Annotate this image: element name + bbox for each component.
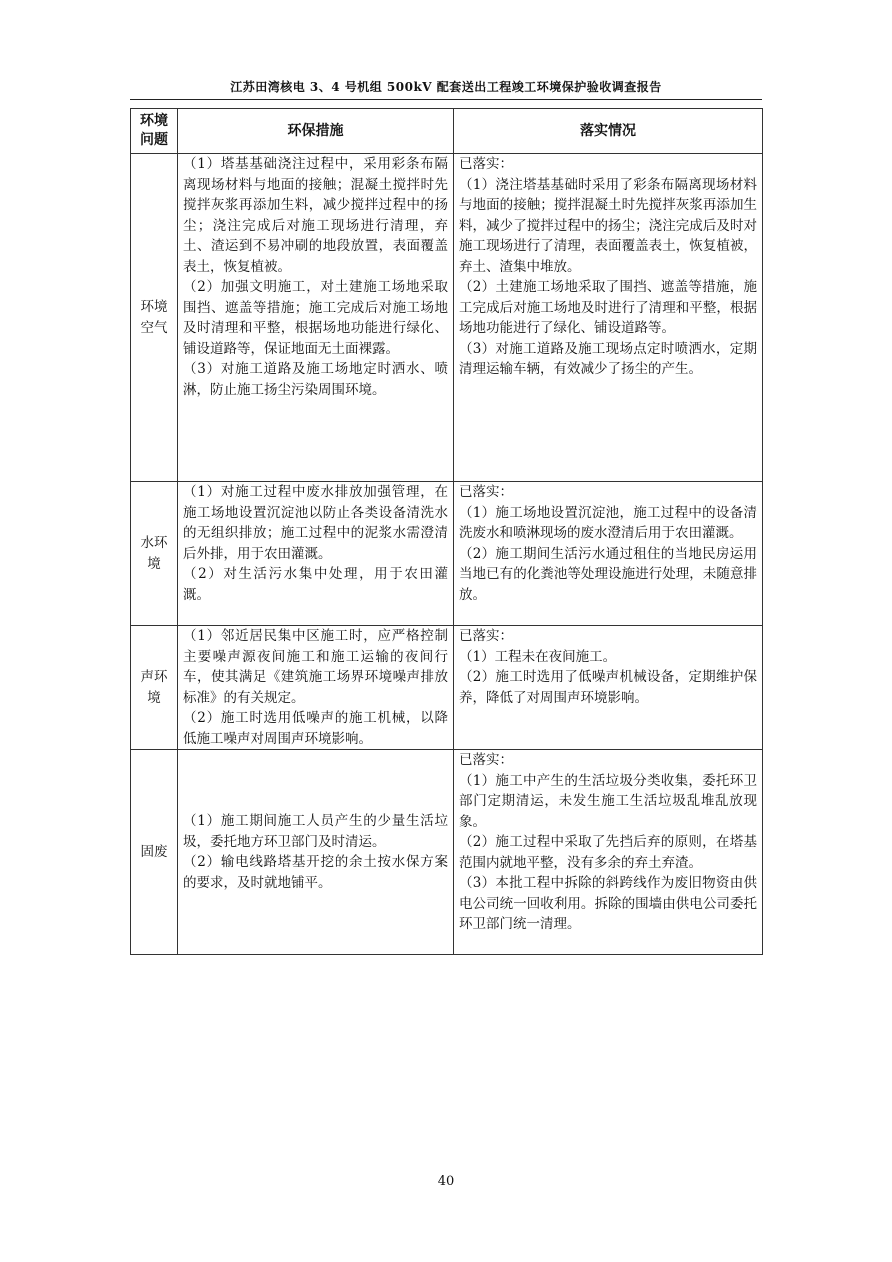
status-item: （2）施工期间生活污水通过租住的当地民房运用当地已有的化粪池等处理设施进行处理，未随意排放。 bbox=[459, 545, 757, 603]
issue-cell: 固废 bbox=[131, 750, 178, 955]
status-cell bbox=[454, 154, 763, 482]
issue-cell: 水环境 bbox=[131, 482, 178, 626]
measure-item: （2）对生活污水集中处理，用于农田灌溉。 bbox=[183, 566, 448, 603]
measure-item: （1）对施工过程中废水排放加强管理，在施工场地设置沉淀池以防止各类设备清洗水的无组织排放；施工过程中的泥浆水需澄清后外排，用于农田灌溉。 bbox=[183, 484, 448, 562]
measures-cell bbox=[178, 482, 454, 626]
report-header: 江苏田湾核电 3、4 号机组 500kV 配套送出工程竣工环境保护验收调查报告 bbox=[230, 80, 662, 94]
table-row-solid-waste bbox=[131, 750, 763, 955]
status-cell bbox=[454, 626, 763, 750]
column-header-measures: 环保措施 bbox=[178, 109, 454, 154]
status-item: 已落实： bbox=[459, 484, 513, 500]
measure-item: （3）对施工道路及施工场地定时洒水、喷淋，防止施工扬尘污染周围环境。 bbox=[183, 361, 448, 398]
column-header-issue-label: 环境问题 bbox=[140, 113, 168, 148]
status-item: （2）施工时选用了低噪声机械设备，定期维护保养，降低了对周围声环境影响。 bbox=[459, 669, 757, 706]
measure-item: （1）施工期间施工人员产生的少量生活垃圾，委托地方环卫部门及时清运。 bbox=[183, 813, 448, 850]
measures-cell bbox=[178, 626, 454, 750]
status-item: （2）土建施工场地采取了围挡、遮盖等措施，施工完成后对施工场地及时进行了清理和平整，根据场地功能进行了绿化、铺设道路等。 bbox=[459, 279, 757, 336]
status-item: （1）施工中产生的生活垃圾分类收集，委托环卫部门定期清运，未发生施工生活垃圾乱堆乱放现象。 bbox=[459, 772, 757, 830]
table-row-water bbox=[131, 482, 763, 626]
measures-cell bbox=[178, 750, 454, 955]
page-number: 40 bbox=[437, 1174, 455, 1189]
column-header-status: 落实情况 bbox=[454, 109, 763, 154]
status-item: （1）施工场地设置沉淀池，施工过程中的设备清洗废水和喷淋现场的废水澄清后用于农田灌溉。 bbox=[459, 504, 757, 541]
table-row-noise bbox=[131, 626, 763, 750]
status-item: 已落实： bbox=[459, 752, 513, 768]
issue-cell: 环境空气 bbox=[131, 154, 178, 482]
measures-cell bbox=[178, 154, 454, 482]
status-item: （2）施工过程中采取了先挡后弃的原则，在塔基范围内就地平整，没有多余的弃土弃渣。 bbox=[459, 834, 757, 871]
status-item: （3）对施工道路及施工现场点定时喷洒水，定期清理运输车辆，有效减少了扬尘的产生。 bbox=[459, 340, 757, 377]
status-cell bbox=[454, 750, 763, 955]
measure-item: （2）施工时选用低噪声的施工机械，以降低施工噪声对周围声环境影响。 bbox=[183, 710, 448, 747]
measure-item: （1）塔基基础浇注过程中，采用彩条布隔离现场材料与地面的接触；混凝土搅拌时先搅拌灰浆再添加生料，减少搅拌过程中的扬尘；浇注完成后对施工现场进行清理，弃土、渣运到不易冲刷的地段放置，表面覆盖表土，恢复植被。 bbox=[183, 156, 448, 275]
measure-item: （2）加强文明施工，对土建施工场地采取围挡、遮盖等措施；施工完成后对施工场地及时清理和平整，根据场地功能进行绿化、铺设道路等，保证地面无土面裸露。 bbox=[183, 279, 448, 357]
issue-cell: 声环境 bbox=[131, 626, 178, 750]
table-row-air bbox=[131, 154, 763, 482]
status-item: （1）浇注塔基基础时采用了彩条布隔离现场材料与地面的接触；搅拌混凝土时先搅拌灰浆再添加生料，减少了搅拌过程中的扬尘；浇注完成后及时对施工现场进行了清理，表面覆盖表土，恢复植被，弃土、渣集中堆放。 bbox=[459, 176, 757, 275]
measures-table bbox=[130, 108, 763, 955]
status-item: 已落实： bbox=[459, 628, 513, 644]
status-item: 已落实： bbox=[459, 156, 513, 172]
status-cell bbox=[454, 482, 763, 626]
measure-item: （2）输电线路塔基开挖的余土按水保方案的要求，及时就地铺平。 bbox=[183, 854, 448, 891]
measure-item: （1）邻近居民集中区施工时，应严格控制主要噪声源夜间施工和施工运输的夜间行车，使其满足《建筑施工场界环境噪声排放标准》的有关规定。 bbox=[183, 628, 448, 706]
header-divider bbox=[130, 99, 762, 100]
status-item: （1）工程未在夜间施工。 bbox=[459, 648, 617, 665]
status-item: （3）本批工程中拆除的斜跨线作为废旧物资由供电公司统一回收利用。拆除的围墙由供电公司委托环卫部门统一清理。 bbox=[459, 875, 757, 932]
column-header-issue bbox=[131, 109, 178, 154]
table-header-row bbox=[131, 109, 763, 154]
